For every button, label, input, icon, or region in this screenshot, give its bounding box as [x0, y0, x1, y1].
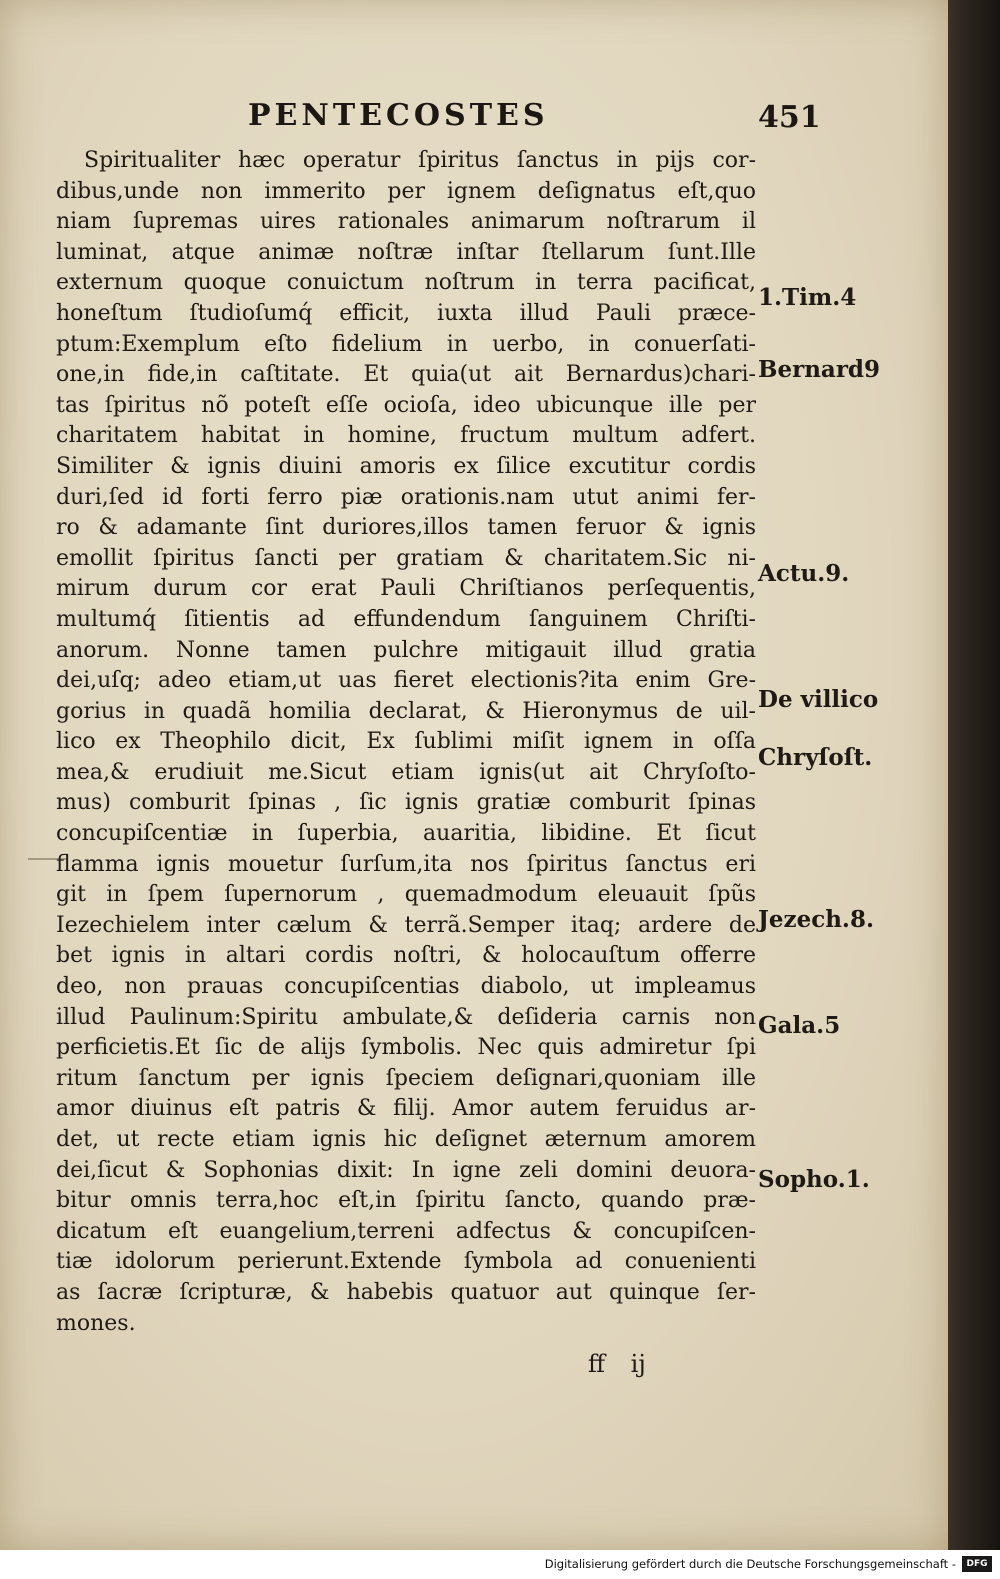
text-line: ritum ſanctum per ignis ſpeciem deſignari,quoniam ille	[56, 1065, 756, 1091]
text-line: dei,uſq; adeo etiam,ut uas fieret electionis?ita enim Gre-	[56, 668, 756, 694]
margin-note-jezech: Jezech.8.	[758, 906, 874, 933]
text-line: dei,ſicut & Sophonias dixit: In igne zeli domini deuora-	[56, 1157, 756, 1183]
text-line: lico ex Theophilo dicit, Ex ſublimi miſit ignem in oſſa	[56, 729, 756, 755]
text-line: tas ſpiritus nõ poteſt eſſe ocioſa, ideo ubicunque ille per	[56, 392, 756, 418]
body-text	[56, 146, 756, 1339]
text-line: amor diuinus eſt patris & filij. Amor autem feruidus ar-	[56, 1096, 756, 1122]
text-line: dibus,unde non immerito per ignem deſignatus eſt,quo	[56, 178, 756, 204]
text-line: mea,& erudiuit me.Sicut etiam ignis(ut ait Chryſoſto-	[56, 759, 756, 785]
funding-credit: Digitalisierung gefördert durch die Deutsche Forschungsgemeinschaft -	[544, 1557, 956, 1571]
text-line: as ſacræ ſcripturæ, & habebis quatuor aut quinque ſer-	[56, 1279, 756, 1305]
footer-bar	[0, 1550, 1000, 1579]
margin-note-chrysost: Chryſoſt.	[758, 744, 873, 771]
text-line: gorius in quadã homilia declarat, & Hieronymus de uil-	[56, 698, 756, 724]
text-line: ptum:Exemplum eſto fidelium in uerbo, in conuerſati-	[56, 331, 756, 357]
text-line: mones.	[56, 1310, 136, 1336]
text-line: illud Paulinum:Spiritu ambulate,& deſideria carnis non	[56, 1004, 756, 1030]
text-line: externum quoque conuictum noſtrum in terra pacificat,	[56, 270, 756, 296]
text-line: bet ignis in altari cordis noſtri, & holocauſtum offerre	[56, 943, 756, 969]
page-header	[58, 94, 888, 144]
margin-note-gala: Gala.5	[758, 1012, 841, 1039]
text-line: deo, non prauas concupiſcentias diabolo, ut impleamus	[56, 974, 756, 1000]
text-line: charitatem habitat in homine, fructum multum adfert.	[56, 423, 756, 449]
signature-mark: ff ij	[588, 1350, 646, 1378]
text-line: anorum. Nonne tamen pulchre mitigauit illud gratia	[56, 637, 756, 663]
dfg-logo-icon: DFG	[962, 1556, 992, 1572]
margin-note-bernard: Bernard9	[758, 356, 881, 383]
margin-note-tim: 1.Tim.4	[758, 284, 857, 311]
text-line: one,in fide,in caſtitate. Et quia(ut ait Bernardus)chari-	[56, 362, 756, 388]
text-line: multumq́ ſitientis ad effundendum ſanguinem Chriſti-	[56, 606, 756, 632]
text-line: det, ut recte etiam ignis hic deſignet æternum amorem	[56, 1127, 756, 1152]
text-line: dicatum eſt euangelium,terreni adfectus & concupiſcen-	[56, 1218, 756, 1244]
text-line: duri,ſed id forti ferro piæ orationis.nam utut animi fer-	[56, 484, 756, 510]
margin-note-villico: De villico	[758, 686, 879, 713]
margin-note-sopho: Sopho.1.	[758, 1166, 870, 1193]
text-line: bitur omnis terra,hoc eſt,in ſpiritu ſancto, quando præ-	[56, 1188, 756, 1214]
text-line: honeſtum ſtudioſumq́ efficit, iuxta illud Pauli præce-	[56, 300, 756, 326]
text-line: mus) comburit ſpinas , ſic ignis gratiæ comburit ſpinas	[56, 790, 756, 816]
page-number: 451	[758, 100, 821, 135]
text-line: perficietis.Et ſic de alijs ſymbolis. Nec quis admiretur ſpi	[56, 1035, 756, 1061]
text-line: emollit ſpiritus ſancti per gratiam & charitatem.Sic ni-	[56, 545, 756, 571]
text-line: Spiritualiter hæc operatur ſpiritus ſanctus in pijs cor-	[84, 148, 756, 173]
text-line: flamma ignis mouetur ſurſum,ita nos ſpiritus ſanctus eri	[56, 851, 756, 877]
text-line: luminat, atque animæ noſtræ inſtar ſtellarum ſunt.Ille	[56, 239, 756, 265]
book-edge	[948, 0, 1000, 1550]
text-line: Iezechielem inter cælum & terrã.Semper itaq; ardere de	[56, 912, 756, 938]
text-line: ro & adamante ſint duriores,illos tamen feruor & ignis	[56, 515, 756, 541]
running-head: PENTECOSTES	[248, 98, 549, 133]
text-line: Similiter & ignis diuini amoris ex ſilice excutitur cordis	[56, 453, 756, 479]
text-line: git in ſpem ſupernorum , quemadmodum eleuauit ſpũs	[56, 882, 756, 908]
text-line: niam ſupremas uires rationales animarum noſtrarum il	[56, 209, 756, 235]
text-line: concupiſcentiæ in ſuperbia, auaritia, libidine. Et ſicut	[56, 821, 756, 847]
text-line: tiæ idolorum perierunt.Extende ſymbola ad conuenienti	[56, 1249, 756, 1275]
text-line: mirum durum cor erat Pauli Chriſtianos perſequentis,	[56, 576, 756, 602]
margin-note-actu: Actu.9.	[758, 560, 850, 587]
